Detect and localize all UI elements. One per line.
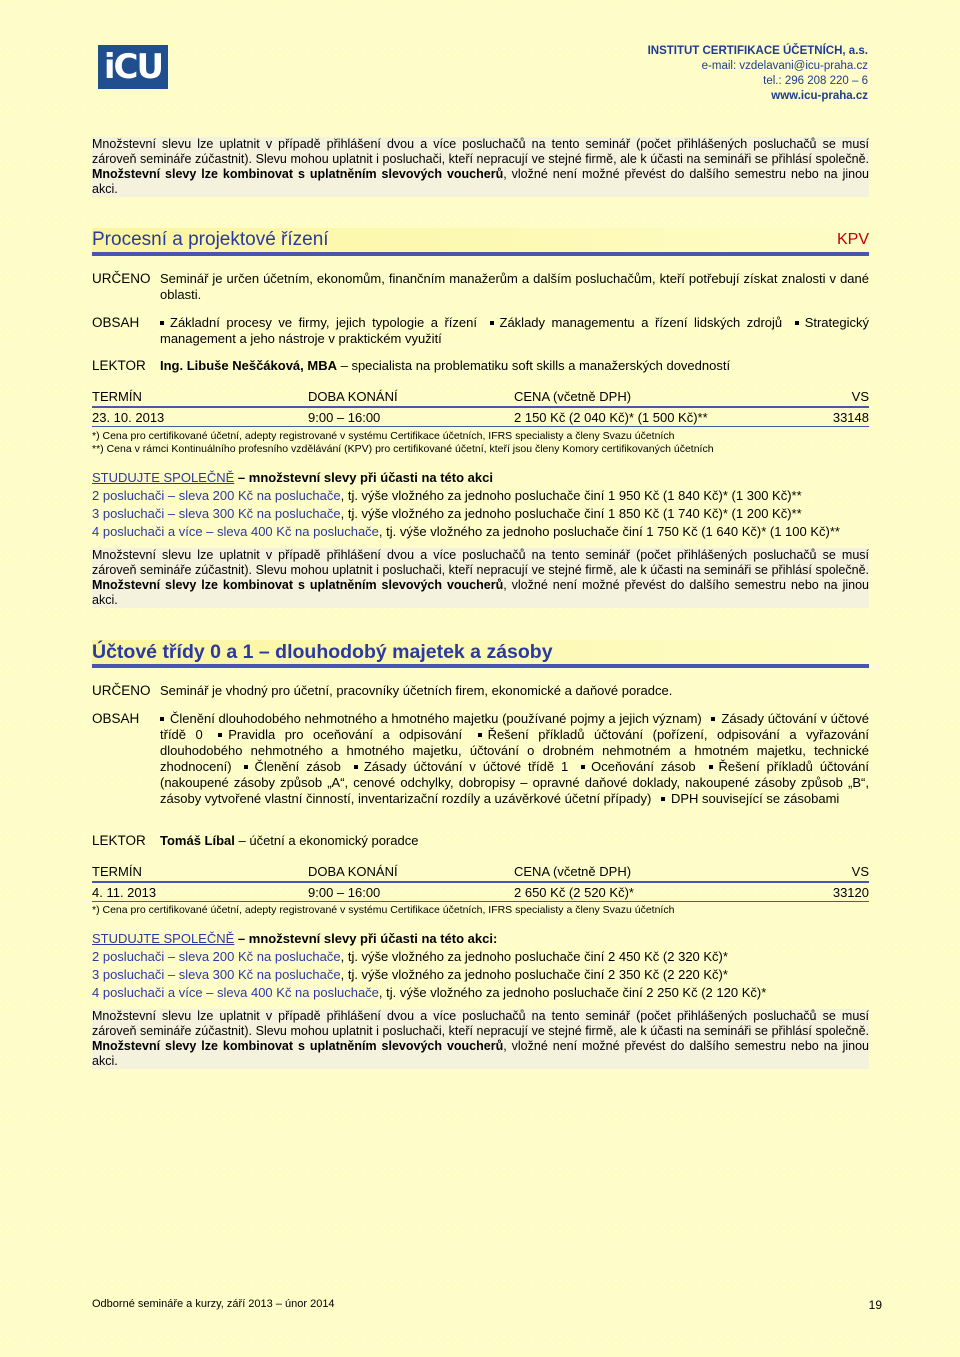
seminar1-discount-heading: STUDUJTE SPOLEČNĚ – množstevní slevy při účasti na této akci <box>92 470 493 485</box>
seminar1-urceno-text: Seminář je určen účetním, ekonomům, finančním manažerům a dalším posluchačům, kteří potřebují získat znalosti v dané oblasti. <box>160 271 869 302</box>
table-row: 4. 11. 2013 9:00 – 16:00 2 650 Kč (2 520 Kč)* 33120 <box>92 885 869 900</box>
th-doba: DOBA KONÁNÍ <box>308 864 398 879</box>
discount-note-bottom: Množstevní slevu lze uplatnit v případě přihlášení dvou a více posluchačů na tento seminář (počet přihlášených posluchačů se musí zároveň semináře zúčastnit). Slevu mohou uplatnit i posluchači, kteří nepracují ve stejné firmě, ale k účasti na semináři se přihlásí společně. Množstevní slevy lze kombinovat s uplatněním slevových voucherů, vložné není možné převést do dalšího semestru nebo na jinou akci. <box>92 1009 869 1068</box>
th-vs: VS <box>851 864 869 879</box>
seminar2-obsah-text: Členění dlouhodobého nehmotného a hmotného majetku (používané pojmy a jejich význam) Zásady účtování v účtové třídě 0 Pravidla pro oceňování a odpisování Řešení příkladů účtování (pořízení, odpisování a vyřazování dlouhodobého nehmotného a hmotného majetku, účtování o drobném nehmotném a hmotném majetku, technické zhodnocení) Členění zásob Zásady účtování v účtové třídě 1 Oceňování zásob Řešení příkladů účtování (nakoupené zásoby způsob „A“, cenové odchylky, dobropisy – opravné daňové doklady, nakoupené zásoby způsob „B“, zásoby vytvořené vlastní činností, inventarizační rozdíly a uzávěrkové účetní případy) DPH související se zásobami <box>160 711 869 806</box>
seminar1-price-note-2: **) Cena v rámci Kontinuálního profesního vzdělávání (KPV) pro certifikované účetní, kteří jsou členy Komory certifikovaných účetních <box>92 443 714 455</box>
discount-note-mid: Množstevní slevu lze uplatnit v případě přihlášení dvou a více posluchačů na tento seminář (počet přihlášených posluchačů se musí zároveň semináře zúčastnit). Slevu mohou uplatnit i posluchači, kteří nepracují ve stejné firmě, ale k účasti na semináři se přihlásí společně. Množstevní slevy lze kombinovat s uplatněním slevových voucherů, vložné není možné převést do dalšího semestru nebo na jinou akci. <box>92 548 869 607</box>
seminar2-lektor: Tomáš Líbal – účetní a ekonomický poradce <box>160 833 419 848</box>
list-item: 3 posluchači – sleva 300 Kč na posluchače, tj. výše vložného za jednoho posluchače činí 1 850 Kč (1 740 Kč)* (1 200 Kč)** <box>92 506 802 521</box>
th-termin: TERMÍN <box>92 389 142 404</box>
seminar1-schedule-table <box>92 389 869 427</box>
seminar1-price-note-1: *) Cena pro certifikované účetní, adepty registrované v systému Certifikace účetních, IFRS specialisty a členy Svazu účetních <box>92 430 675 442</box>
seminar1-title-bar <box>92 228 869 256</box>
footer-text: Odborné semináře a kurzy, září 2013 – únor 2014 <box>92 1298 335 1310</box>
seminar2-obsah-label: OBSAH <box>92 711 140 726</box>
website-link[interactable]: www.icu-praha.cz <box>771 90 868 102</box>
seminar1-code: KPV <box>836 231 869 248</box>
seminar1-title: Procesní a projektové řízení <box>92 229 329 250</box>
th-doba: DOBA KONÁNÍ <box>308 389 398 404</box>
list-item: 2 posluchači – sleva 200 Kč na posluchače, tj. výše vložného za jednoho posluchače činí 1 950 Kč (1 840 Kč)* (1 300 Kč)** <box>92 488 802 503</box>
icu-logo: iCU <box>98 45 168 89</box>
seminar2-urceno-label: URČENO <box>92 683 151 698</box>
email[interactable]: e-mail: vzdelavani@icu-praha.cz <box>701 60 868 72</box>
institute-contact <box>648 44 868 104</box>
seminar2-schedule-table <box>92 864 869 902</box>
institute-name: INSTITUT CERTIFIKACE ÚČETNÍCH, a.s. <box>647 45 868 57</box>
list-item: 3 posluchači – sleva 300 Kč na posluchače, tj. výše vložného za jednoho posluchače činí 2 350 Kč (2 220 Kč)* <box>92 967 728 982</box>
list-item: 4 posluchači a více – sleva 400 Kč na posluchače, tj. výše vložného za jednoho posluchače činí 1 750 Kč (1 640 Kč)* (1 100 Kč)** <box>92 524 840 539</box>
th-vs: VS <box>851 389 869 404</box>
discount-note-top: Množstevní slevu lze uplatnit v případě přihlášení dvou a více posluchačů na tento seminář (počet přihlášených posluchačů se musí zároveň semináře zúčastnit). Slevu mohou uplatnit i posluchači, kteří nepracují ve stejné firmě, ale k účasti na semináři se přihlásí společně. Množstevní slevy lze kombinovat s uplatněním slevových voucherů, vložné není možné převést do dalšího semestru nebo na jinou akci. <box>92 137 869 196</box>
seminar1-obsah-label: OBSAH <box>92 315 140 330</box>
phone: tel.: 296 208 220 – 6 <box>763 75 868 87</box>
seminar1-lektor: Ing. Libuše Neščáková, MBA – specialista na problematiku soft skills a manažerských dovedností <box>160 358 731 373</box>
list-item: 4 posluchači a více – sleva 400 Kč na posluchače, tj. výše vložného za jednoho posluchače činí 2 250 Kč (2 120 Kč)* <box>92 985 767 1000</box>
list-item: 2 posluchači – sleva 200 Kč na posluchače, tj. výše vložného za jednoho posluchače činí 2 450 Kč (2 320 Kč)* <box>92 949 728 964</box>
table-row: 23. 10. 2013 9:00 – 16:00 2 150 Kč (2 040 Kč)* (1 500 Kč)** 33148 <box>92 410 869 425</box>
th-cena: CENA (včetně DPH) <box>514 864 632 879</box>
page-number: 19 <box>868 1298 882 1312</box>
seminar2-urceno-text: Seminář je vhodný pro účetní, pracovníky účetních firem, ekonomické a daňové poradce. <box>160 683 673 698</box>
seminar2-title-bar <box>92 640 869 668</box>
th-termin: TERMÍN <box>92 864 142 879</box>
th-cena: CENA (včetně DPH) <box>514 389 632 404</box>
seminar2-price-note-1: *) Cena pro certifikované účetní, adepty registrované v systému Certifikace účetních, IFRS specialisty a členy Svazu účetních <box>92 904 675 916</box>
seminar1-obsah-text: Základní procesy ve firmy, jejich typologie a řízení Základy managementu a řízení lidských zdrojů Strategický management a jeho nástroje v praktickém využití <box>160 315 869 346</box>
seminar2-discount-heading: STUDUJTE SPOLEČNĚ – množstevní slevy při účasti na této akci: <box>92 931 498 946</box>
seminar2-lektor-label: LEKTOR <box>92 833 146 848</box>
seminar1-urceno-label: URČENO <box>92 271 151 286</box>
seminar1-lektor-label: LEKTOR <box>92 358 146 373</box>
seminar2-title: Účtové třídy 0 a 1 – dlouhodobý majetek a zásoby <box>92 641 553 663</box>
